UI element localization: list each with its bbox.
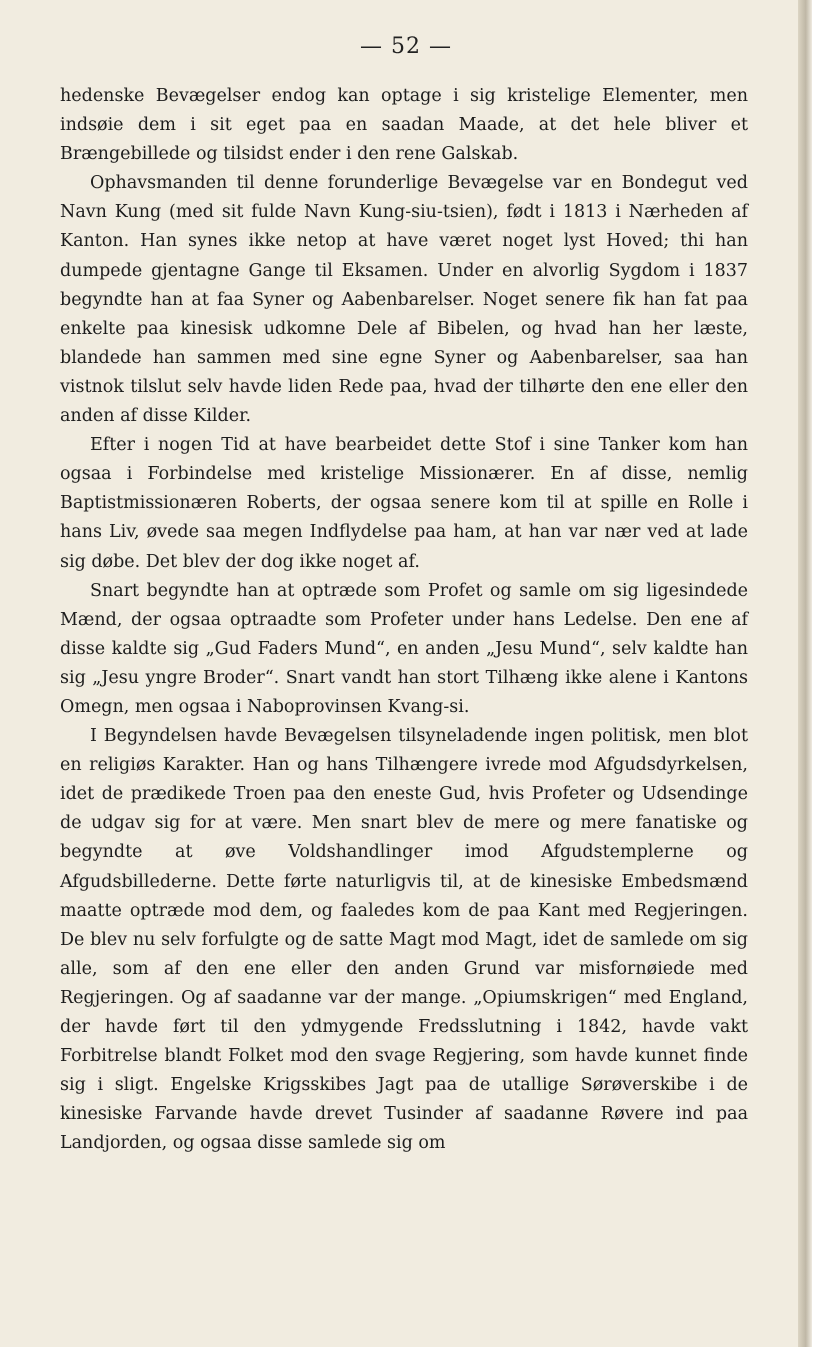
paragraph-1: hedenske Bevægelser endog kan optage i sig kristelige Elementer, men indsøie dem i sit eget paa en saadan Maade, at det hele bliver et Brængebillede og tilsidst ender i den rene Galskab. [60, 86, 748, 165]
paragraph-4: Snart begyndte han at optræde som Profet og samle om sig ligesindede Mænd, der ogsaa optraadte som Profeter under hans Ledelse. Den ene af disse kaldte sig „Gud Faders Mund“, en anden „Jesu Mund“, selv kaldte han sig „Jesu yngre Broder“. Snart vandt han stort Tilhæng ikke alene i Kantons Omegn, men ogsaa i Naboprovinsen Kvang-si. [60, 580, 748, 717]
paragraph-2: Ophavsmanden til denne forunderlige Bevægelse var en Bondegut ved Navn Kung (med sit fulde Navn Kung-siu-tsien), født i 1813 i Nærheden af Kanton. Han synes ikke netop at have været noget lyst Hoved; thi han dumpede gjentagne Gange til Eksamen. Under en alvorlig Sygdom i 1837 begyndte han at faa Syner og Aabenbarelser. Noget senere fik han fat paa enkelte paa kinesisk udkomne Dele af Bibelen, og hvad han her læste, blandede han sammen med sine egne Syner og Aabenbarelser, saa han vistnok tilslut selv havde liden Rede paa, hvad der tilhørte den ene eller den anden af disse Kilder. [60, 173, 748, 427]
paragraph-5: I Begyndelsen havde Bevægelsen tilsyneladende ingen politisk, men blot en religiøs Karakter. Han og hans Tilhængere ivrede mod Afgudsdyrkelsen, idet de prædikede Troen paa den eneste Gud, hvis Profeter og Udsendinge de udgav sig for at være. Men snart blev de mere og mere fanatiske og begyndte at øve Voldshandlinger imod Afgudstemplerne og Afgudsbillederne. Dette førte naturligvis til, at de kinesiske Embedsmænd maatte optræde mod dem, og faaledes kom de paa Kant med Regjeringen. De blev nu selv forfulgte og de satte Magt mod Magt, idet de samlede om sig alle, som af den ene eller den anden Grund var misfornøiede med Regjeringen. Og af saadanne var der mange. „Opiumskrigen“ med England, der havde ført til den ydmygende Fredsslutning i 1842, havde vakt Forbitrelse blandt Folket mod den svage Regjering, som havde kunnet finde sig i sligt. Engelske Krigsskibes Jagt paa de utallige Sørøverskibe i de kinesiske Farvande havde drevet Tusinder af saadanne Røvere ind paa Landjorden, og ogsaa disse samlede sig om [60, 726, 748, 1154]
page-edge-shadow [798, 0, 812, 1347]
paragraph-3: Efter i nogen Tid at have bearbeidet dette Stof i sine Tanker kom han ogsaa i Forbindelse med kristelige Missionærer. En af disse, nemlig Baptistmissionæren Roberts, der ogsaa senere kom til at spille en Rolle i hans Liv, øvede saa megen Indflydelse paa ham, at han var nær ved at lade sig døbe. Det blev der dog ikke noget af. [60, 435, 748, 572]
page-number: — 52 — [360, 34, 452, 59]
body-text [60, 82, 748, 1158]
